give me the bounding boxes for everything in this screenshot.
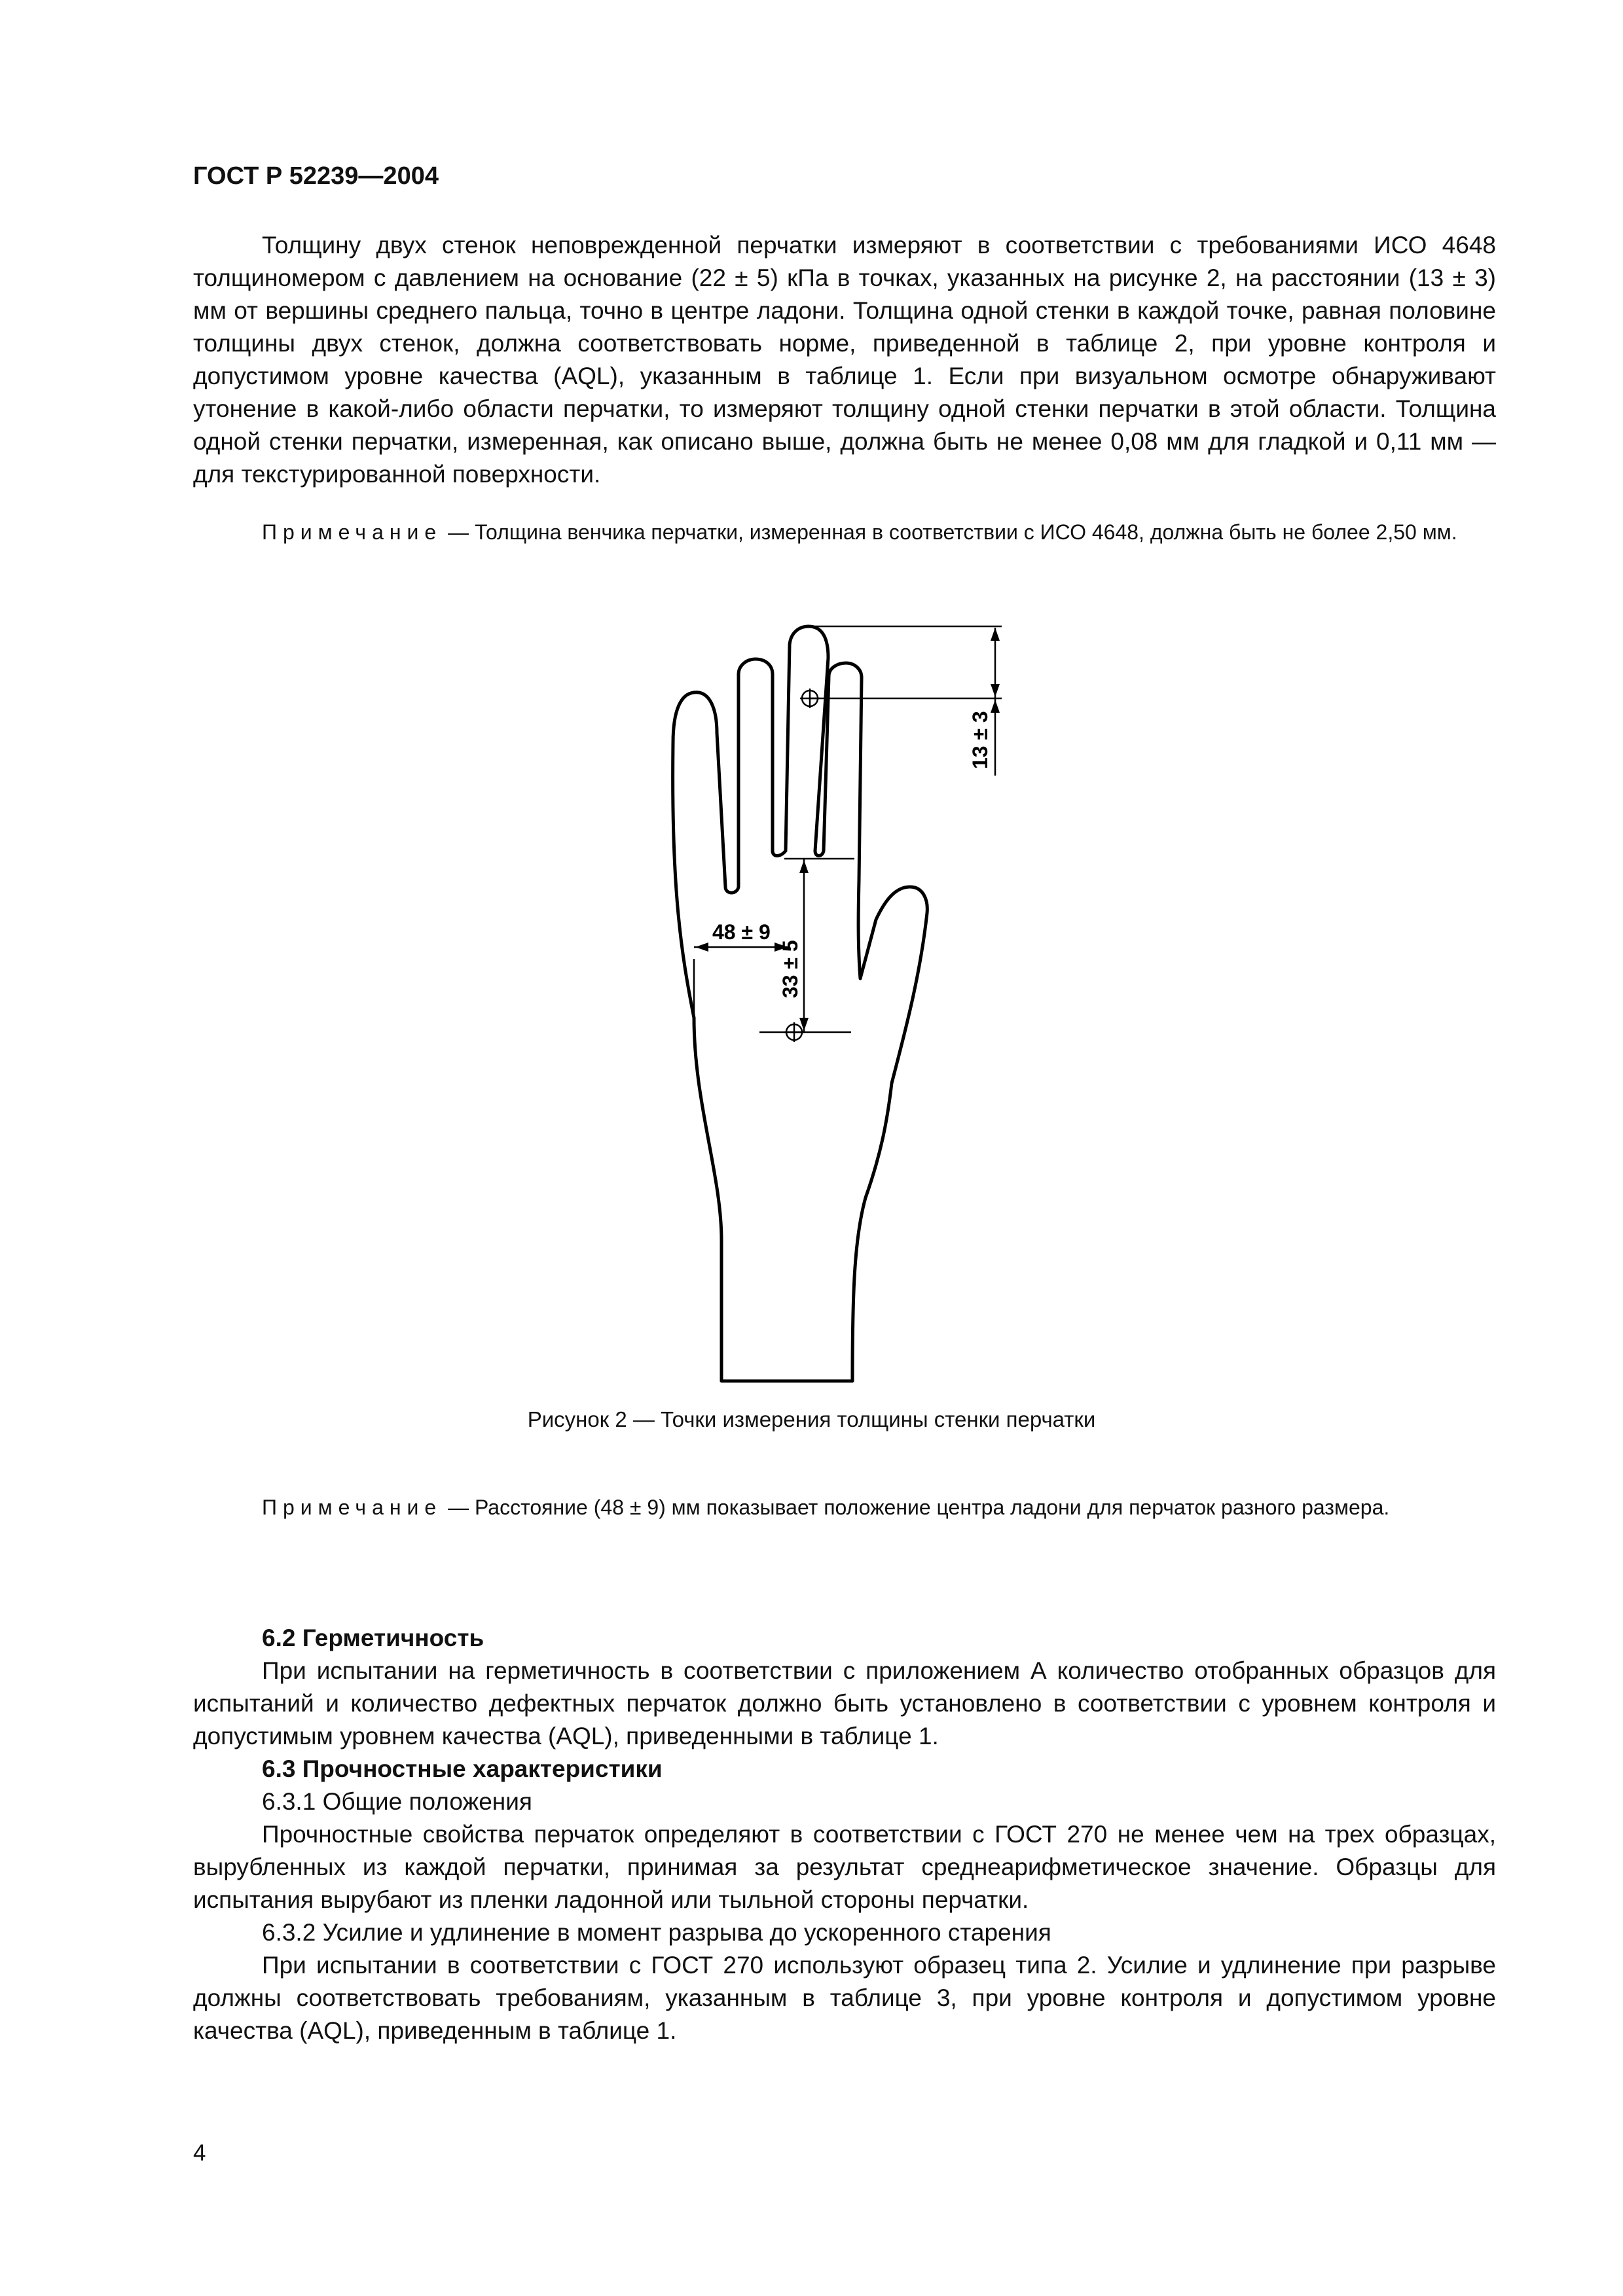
glove-outline bbox=[673, 626, 928, 1381]
note-text: — Толщина венчика перчатки, измеренная в соответствии с ИСО 4648, должна быть не более 2,50 мм. bbox=[442, 520, 1457, 544]
section-6-3-1-text: Прочностные свойства перчаток определяют в соответствии с ГОСТ 270 не менее чем на трех образцах, вырубленных из каждой перчатки, принимая за результат среднеарифметическое значение. Образцы для испытания вырубают из пленки ладонной или тыльной стороны перчатки. bbox=[193, 1821, 1496, 1913]
section-6-3-2-heading: 6.3.2 Усилие и удлинение в момент разрыва до ускоренного старения bbox=[262, 1919, 1051, 1946]
figure-caption: Рисунок 2 — Точки измерения толщины стенки перчатки bbox=[527, 1407, 1096, 1431]
note-label: Примечание bbox=[262, 1496, 443, 1519]
section-6-3-heading: 6.3 Прочностные характеристики bbox=[262, 1755, 663, 1782]
note-text: — Расстояние (48 ± 9) мм показывает положение центра ладони для перчаток разного размера. bbox=[442, 1496, 1390, 1519]
section-6-3-2-text: При испытании в соответствии с ГОСТ 270 используют образец типа 2. Усилие и удлинение при разрыве должны соответствовать требованиям, указанным в таблице 3, при уровне контроля и допустимом уровне качества (AQL), приведенным в таблице 1. bbox=[193, 1952, 1496, 2044]
section-6-2-text: При испытании на герметичность в соответствии с приложением А количество отобранных образцов для испытаний и количество дефектных перчаток должно быть установлено в соответствии с уровнем контроля и допустимым уровнем качества (AQL), приведенными в таблице 1. bbox=[193, 1657, 1496, 1749]
section-6-3-1-heading: 6.3.1 Общие положения bbox=[262, 1788, 532, 1815]
dim-top-label: 13 ± 3 bbox=[968, 711, 992, 769]
page-number: 4 bbox=[193, 2140, 206, 2166]
document-code: ГОСТ Р 52239—2004 bbox=[193, 162, 439, 190]
glove-diagram bbox=[629, 612, 1087, 1397]
note-cuff-thickness bbox=[193, 517, 1496, 547]
glove-figure bbox=[629, 612, 1087, 1397]
note-palm-center bbox=[193, 1492, 1496, 1522]
dim-horizontal-label: 48 ± 9 bbox=[712, 920, 771, 944]
dim-vertical-label: 33 ± 5 bbox=[778, 940, 802, 998]
paragraph-thickness-measurement: Толщину двух стенок неповрежденной перчатки измеряют в соответствии с требованиями ИСО 4648 толщиномером с давлением на основание (22 ± 5) кПа в точках, указанных на рисунке 2, на расстоянии (13 ± 3) мм от вершины среднего пальца, точно в центре ладони. Толщина одной стенки в каждой точке, равная половине толщины двух стенок, должна соответствовать норме, приведенной в таблице 2, при уровне контроля и допустимом уровне качества (AQL), указанным в таблице 1. Если при визуальном осмотре обнаруживают утонение в какой-либо области перчатки, то измеряют толщину одной стенки перчатки в этой области. Толщина одной стенки перчатки, измеренная, как описано выше, должна быть не менее 0,08 мм для гладкой и 0,11 мм — для текстурированной поверхности. bbox=[193, 232, 1496, 488]
note-label: Примечание bbox=[262, 520, 443, 544]
section-6-2-heading: 6.2 Герметичность bbox=[262, 1624, 484, 1651]
